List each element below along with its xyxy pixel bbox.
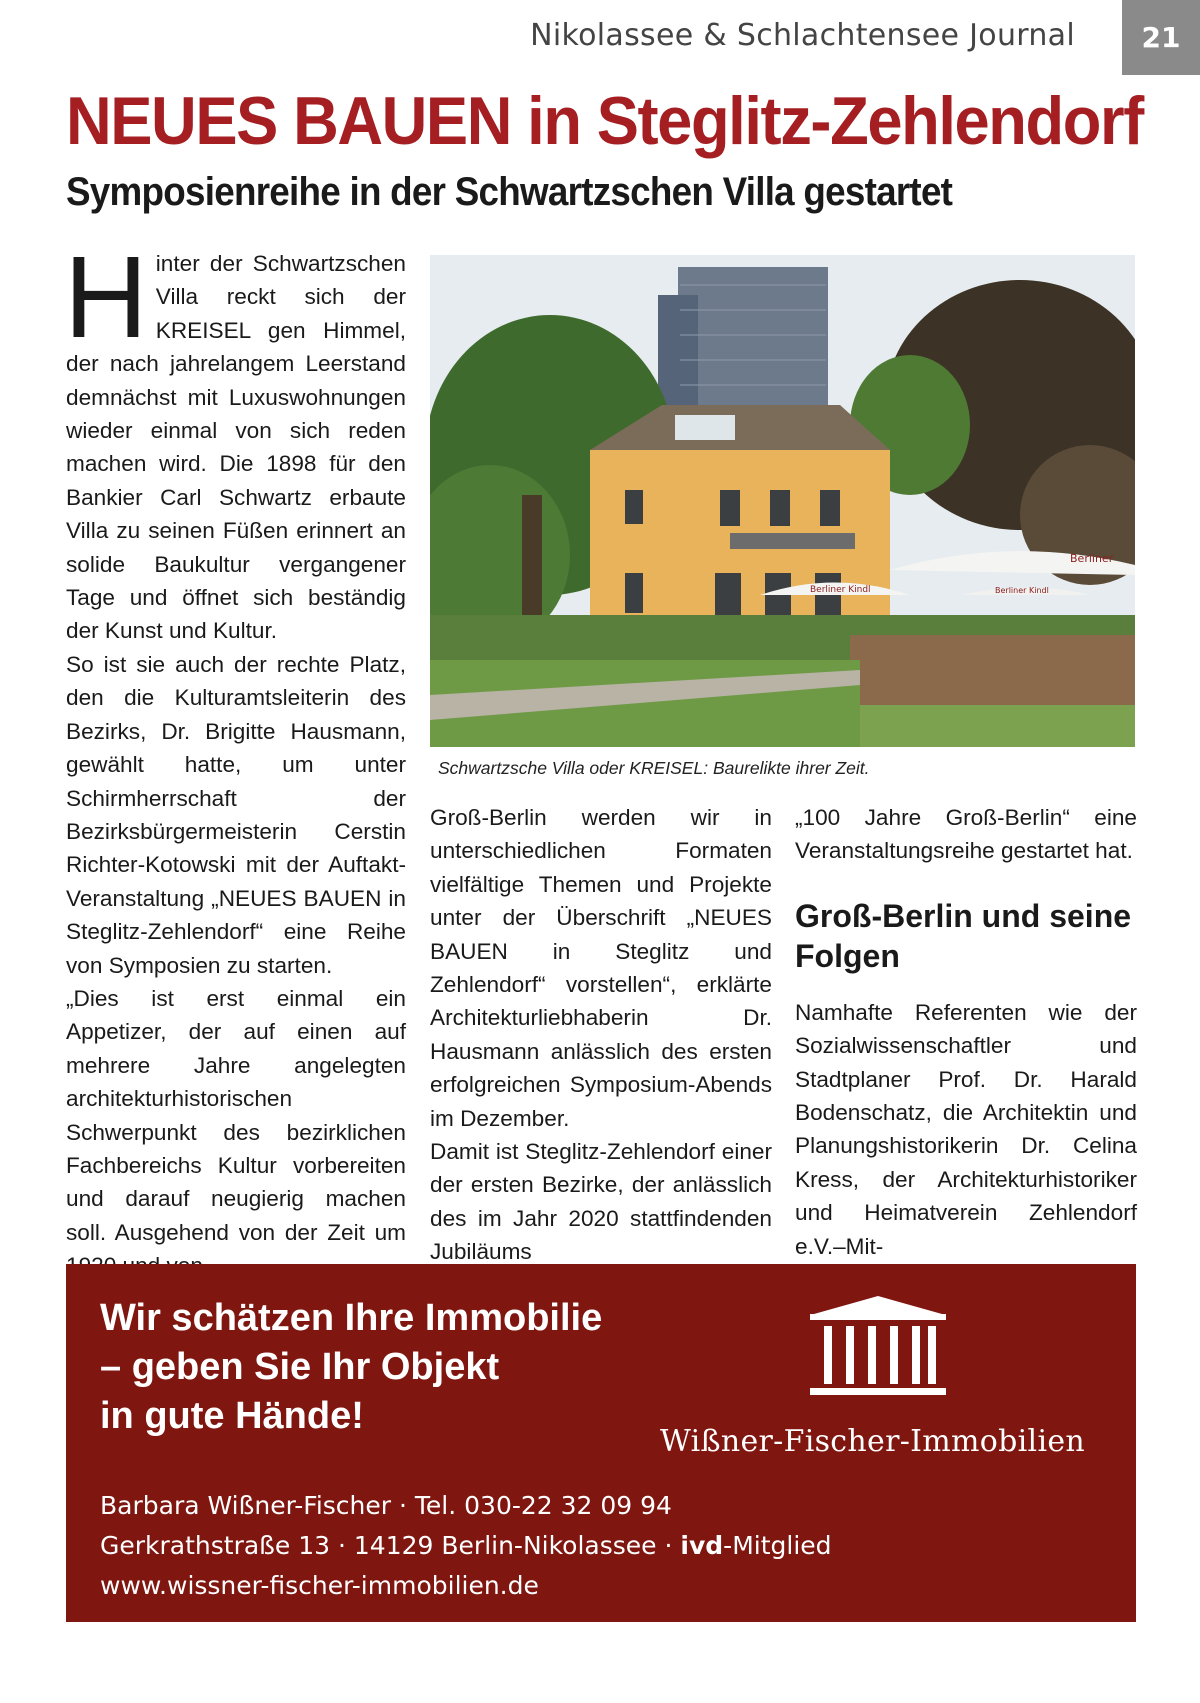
paragraph: inter der Schwartzschen Villa reckt sich der KREISEL gen Himmel, der nach jahrelangem Leerstand demnächst mit Luxuswohnungen wieder einmal von sich reden machen wird. Die 1898 für den Bankier Carl Schwartz erbaute Villa zu seinen Füßen erinnert an solide Baukultur vergangener Tage und öffnet sich beständig der Kunst und Kultur. (66, 251, 406, 644)
umbrella-label: Berliner (1070, 552, 1114, 565)
ivd-mark: ivd (680, 1531, 724, 1560)
section-heading: Groß-Berlin und seine Folgen (795, 897, 1132, 974)
article-column-3 (795, 801, 1137, 1263)
photo-caption: Schwartzsche Villa oder KREISEL: Baurelikte ihrer Zeit. (438, 758, 870, 778)
article-title: NEUES BAUEN in Steglitz-Zehlendorf (66, 83, 1143, 159)
umbrella-label: Berliner Kindl (995, 586, 1049, 595)
villa-photo (430, 255, 1135, 747)
journal-header: Nikolassee & Schlachtensee Journal (530, 18, 1075, 53)
paragraph: „Dies ist erst einmal ein Appetizer, der auf einen auf mehrere Jahre angelegten architekturhistorischen Schwerpunkt des bezirklichen Fachbereichs Kultur vorbereiten und darauf neugierig machen soll. Ausgehend von der Zeit um (66, 985, 406, 1245)
member-text: -Mitglied (723, 1531, 832, 1560)
article-column-1 (64, 232, 406, 1283)
page-number: 21 (1122, 0, 1200, 75)
ad-headline-line: Wir schätzen Ihre Immobilie (100, 1297, 603, 1339)
ad-headline-line: in gute Hände! (100, 1395, 364, 1437)
ad-headline-line: – geben Sie Ihr Objekt (100, 1346, 500, 1388)
address-text: Gerkrathstraße 13 · 14129 Berlin-Nikolassee · (100, 1531, 681, 1560)
real-estate-ad (66, 1264, 1136, 1622)
contact-line: Barbara Wißner-Fischer · Tel. 030-22 32 09 94 (100, 1491, 672, 1520)
paragraph: So ist sie auch der rechte Platz, den die Kulturamtsleiterin des Bezirks, Dr. Brigitte Hausmann, gewählt hatte, um unter Schirmherrschaft der Bezirksbürgermeisterin Cerstin Richter-Kotowski mit der Auftakt-Veranstaltung „NEUES BAUEN in Steglitz-Zehlendorf“ eine Reihe von Symposien zu starten. (66, 651, 406, 978)
drop-cap: H (64, 232, 148, 362)
ad-contact (100, 1486, 832, 1606)
ad-brand-name: Wißner-Fischer-Immobilien (660, 1424, 1086, 1459)
paragraph: Groß-Berlin werden wir in unterschiedlichen Formaten vielfältige Themen und Projekte unter der Überschrift „NEUES BAUEN in Steglitz und Zehlendorf“ vorstellen“, erklärte Architekturliebhaberin Dr. Hausmann anlässlich des ersten erfolgreichen Symposium-Abends im Dezember. (430, 805, 772, 1131)
villa-illustration (430, 255, 1135, 747)
paragraph: „100 Jahre Groß-Berlin“ eine Veranstaltungsreihe gestartet hat. (795, 805, 1137, 864)
ad-headline (100, 1294, 720, 1441)
paragraph: Namhafte Referenten wie der Sozialwissenschaftler und Stadtplaner Prof. Dr. Harald Bodenschatz, die Architektin und Planungshistorikerin Dr. Celina Kress, der Architekturhistoriker und Heimatverein Zehlendorf e.V.–Mit- (795, 999, 1137, 1259)
website-link[interactable]: www.wissner-fischer-immobilien.de (100, 1571, 539, 1600)
paragraph: Damit ist Steglitz-Zehlendorf einer der ersten Bezirke, der anlässlich des im Jahr 2020 stattfindenden Jubiläums (430, 1139, 772, 1265)
contact-line (100, 1526, 832, 1566)
temple-columns-icon (804, 1296, 952, 1404)
article-column-2 (430, 801, 772, 1269)
umbrella-label: Berliner Kindl (810, 585, 871, 595)
article-subtitle: Symposienreihe in der Schwartzschen Villa gestartet (66, 170, 953, 214)
